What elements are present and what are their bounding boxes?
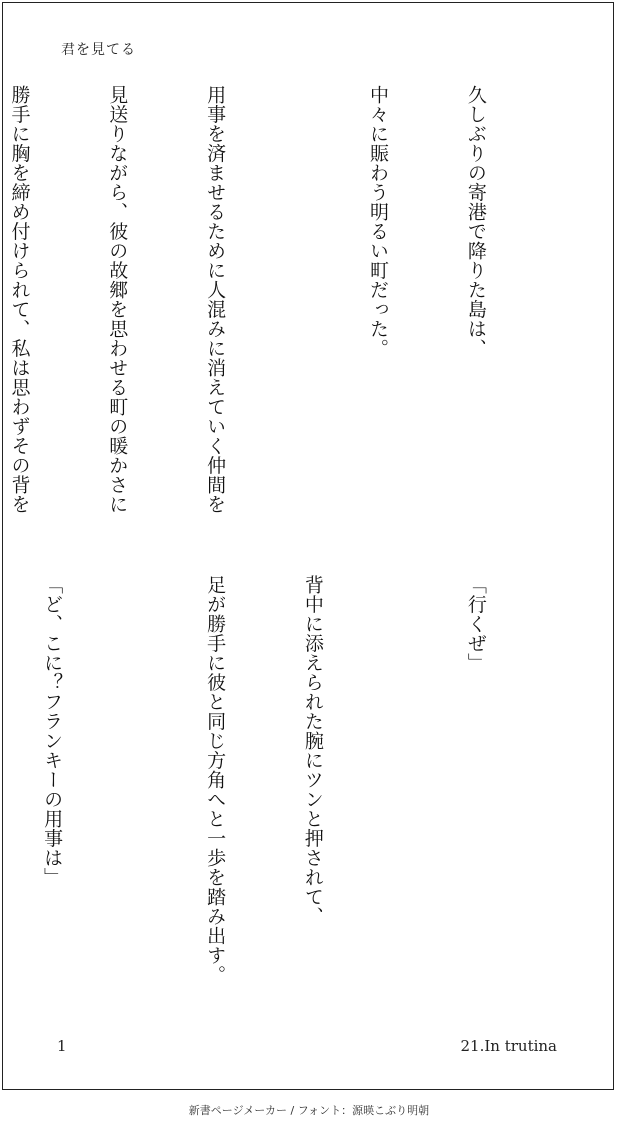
text-line: 足が勝手に彼と同じ方角へと一歩を踏み出す。 — [204, 575, 227, 985]
text-line: 勝手に胸を締め付けられて、私は思わずその背を — [8, 85, 31, 514]
credit-line: 新書ページメーカー / フォント：源暎こぶり明朝 — [188, 1104, 430, 1117]
text-line: 「行くぜ」 — [464, 575, 487, 673]
page-header-title: 君を見てる — [61, 42, 136, 58]
chapter-title: 21.In trutina — [460, 1037, 557, 1055]
text-line: 久しぶりの寄港で降りた島は、 — [464, 85, 487, 358]
text-block-bottom — [0, 575, 557, 1015]
text-line: 見送りながら、彼の故郷を思わせる町の暖かさに — [106, 85, 129, 514]
text-line: 中々に賑わう明るい町だった。 — [367, 85, 390, 358]
text-line: 背中に添えられた腕にツンと押されて、 — [301, 575, 324, 926]
page-number: 1 — [57, 1037, 67, 1055]
text-block-top — [0, 85, 557, 525]
text-line: 「ど、こに？フランキーの用事は」 — [41, 575, 64, 887]
page-frame — [2, 2, 614, 1090]
text-line: 用事を済ませるために人混みに消えていく仲間を — [204, 85, 227, 514]
